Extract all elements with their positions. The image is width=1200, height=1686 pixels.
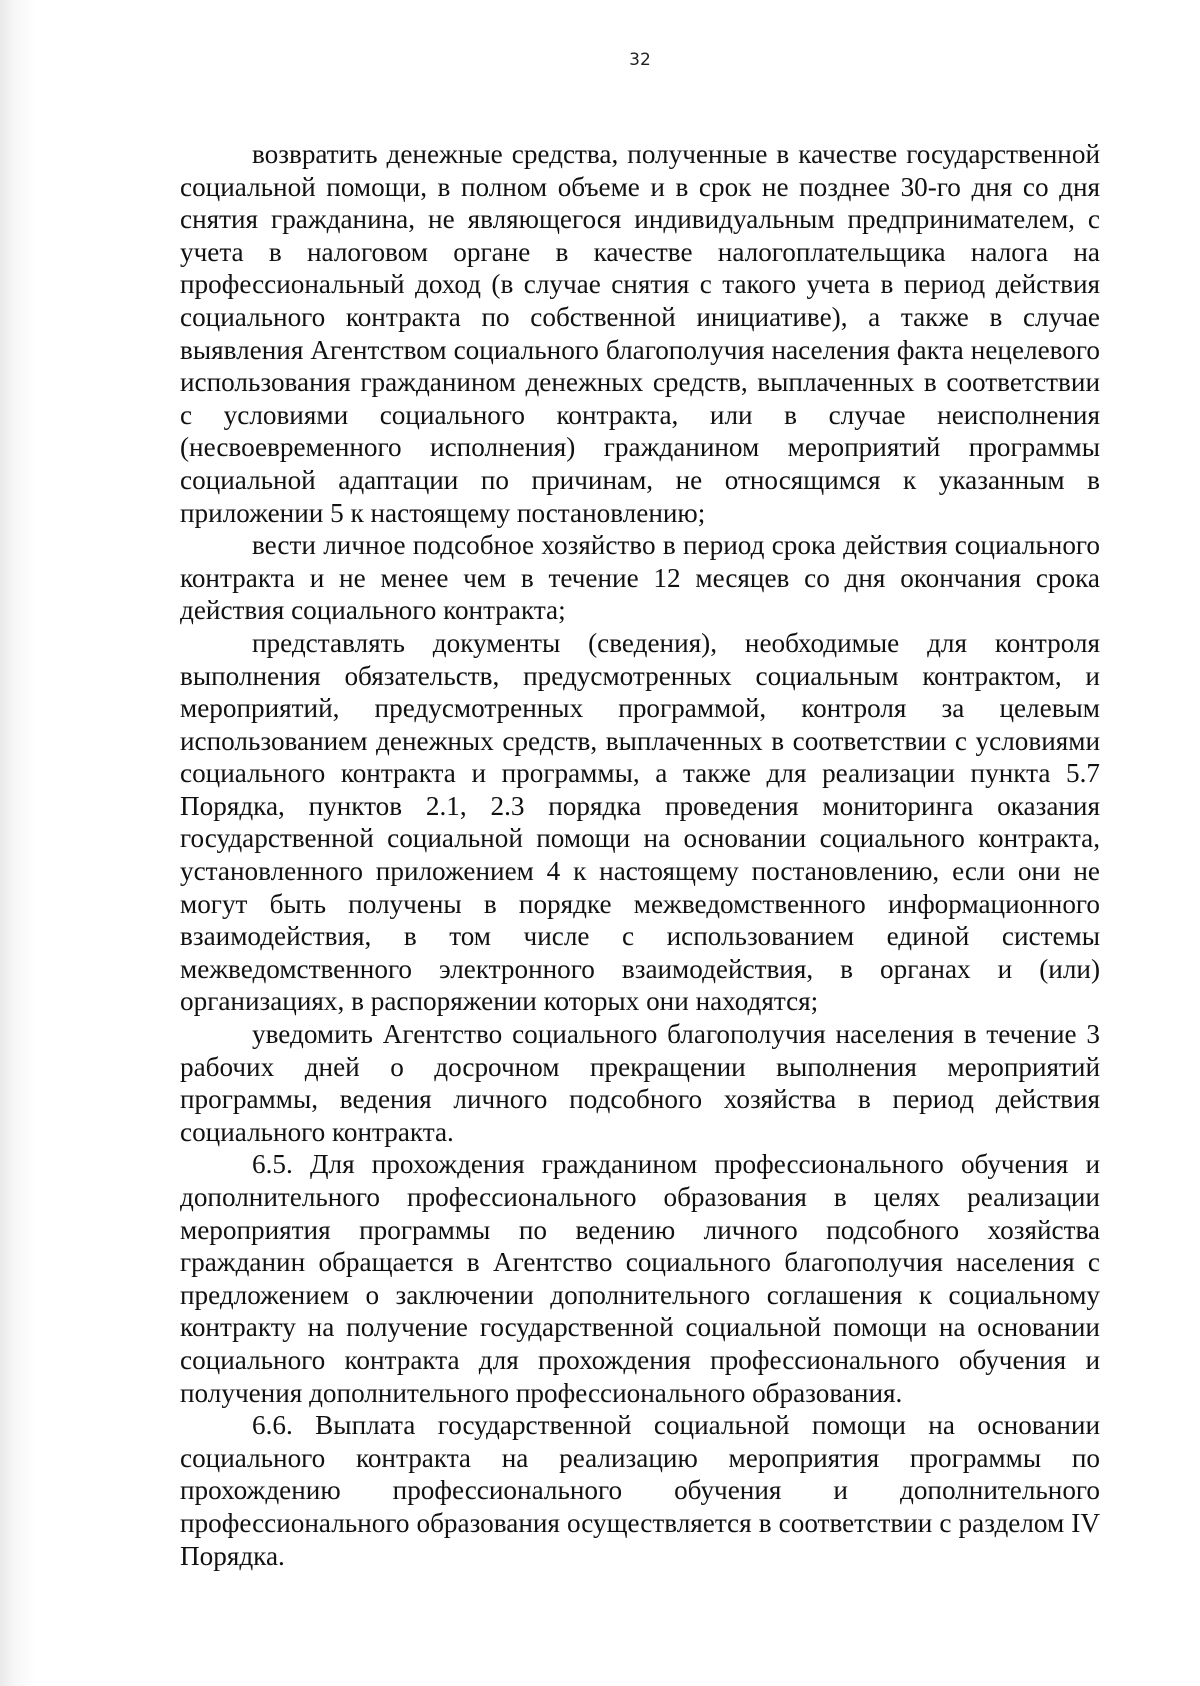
paragraph-clause-6-5: 6.5. Для прохождения гражданином профессионального обучения и дополнительного профессионального образования в целях реализации мероприятия программы по ведению личного подсобного хозяйства гражданин обращается в Агентство социального благополучия населения с предложением о заключении дополнительного соглашения к социальному контракту на получение государственной социальной помощи на основании социального контракта для прохождения профессионального обучения и получения дополнительного профессионального образования. xyxy=(180,1149,1100,1408)
paragraph-clause-6-6: 6.6. Выплата государственной социальной помощи на основании социального контракта на реализацию мероприятия программы по прохождению профессионального обучения и дополнительного профессионального образования осуществляется в соответствии с разделом IV Порядка. xyxy=(180,1410,1100,1571)
paragraph-household: вести личное подсобное хозяйство в период срока действия социального контракта и не менее чем в течение 12 месяцев со дня окончания срока действия социального контракта; xyxy=(180,530,1100,626)
paragraph-notify-agency: уведомить Агентство социального благополучия населения в течение 3 рабочих дней о досрочном прекращении выполнения мероприятий программы, ведения личного подсобного хозяйства в период действия социального контракта. xyxy=(180,1019,1100,1147)
paragraph-return-funds: возвратить денежные средства, полученные в качестве государственной социальной помощи, в полном объеме и в срок не позднее 30-го дня со дня снятия гражданина, не являющегося индивидуальным предпринимателем, с учета в налоговом органе в качестве налогоплательщика налога на профессиональный доход (в случае снятия с такого учета в период действия социального контракта по собственной инициативе), а также в случае выявления Агентством социального благополучия населения факта нецелевого использования гражданином денежных средств, выплаченных в соответствии с условиями социального контракта, или в случае неисполнения (несвоевременного исполнения) гражданином мероприятий программы социальной адаптации по причинам, не относящимся к указанным в приложении 5 к настоящему постановлению; xyxy=(180,139,1100,528)
scan-edge-shadow xyxy=(0,0,36,1686)
page-number: 32 xyxy=(629,50,651,70)
document-body xyxy=(180,138,1100,1572)
paragraph-documents: представлять документы (сведения), необходимые для контроля выполнения обязательств, предусмотренных социальным контрактом, и мероприятий, предусмотренных программой, контроля за целевым использованием денежных средств, выплаченных в соответствии с условиями социального контракта и программы, а также для реализации пункта 5.7 Порядка, пунктов 2.1, 2.3 порядка проведения мониторинга оказания государственной социальной помощи на основании социального контракта, установленного приложением 4 к настоящему постановлению, если они не могут быть получены в порядке межведомственного информационного взаимодействия, в том числе с использованием единой системы межведомственного электронного взаимодействия, в органах и (или) организациях, в распоряжении которых они находятся; xyxy=(180,627,1100,1017)
